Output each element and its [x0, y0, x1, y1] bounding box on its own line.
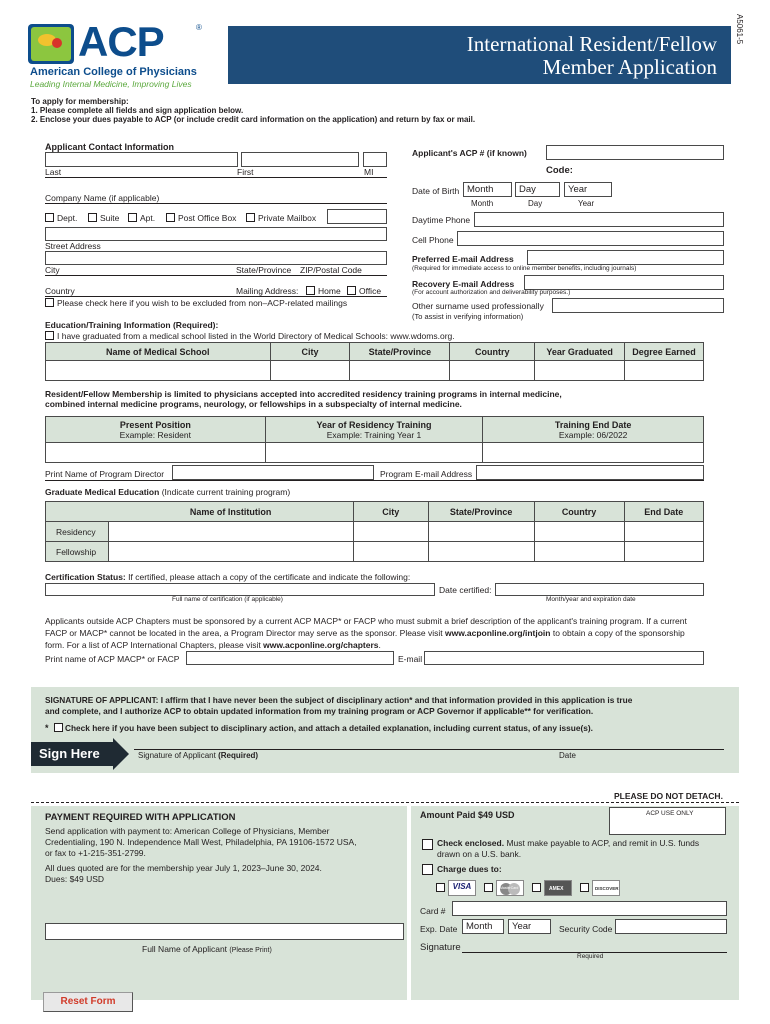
acp-use-only-box	[609, 807, 726, 835]
gme-fellowship-state[interactable]	[428, 542, 534, 562]
sponsor-para-2a: FACP or MACP* cannot be located in the area, a Program Director may serve as the sponsor. Please visit	[45, 628, 446, 638]
chapters-link[interactable]: www.acponline.org/chapters	[263, 640, 379, 650]
pobox-checkbox[interactable]	[166, 213, 175, 222]
mailing-label: Mailing Address:	[236, 286, 299, 296]
sponsor-para-1: Applicants outside ACP Chapters must be sponsored by a current ACP MACP* or FACP who must submit a brief description of the applicant's training program. If a current	[45, 616, 687, 626]
edu-col-state: State/Province	[350, 343, 450, 361]
mi-input[interactable]	[363, 152, 387, 167]
dept-checkbox[interactable]	[45, 213, 54, 222]
payment-signature-required: Required	[577, 953, 604, 960]
first-label: First	[237, 167, 254, 177]
residency-table	[45, 416, 704, 463]
date-certified-input[interactable]	[495, 583, 704, 596]
suite-checkbox[interactable]	[88, 213, 97, 222]
acp-number-label: Applicant's ACP # (if known)	[412, 148, 527, 158]
first-name-input[interactable]	[241, 152, 359, 167]
mastercard-checkbox[interactable]	[484, 883, 493, 892]
amount-paid: Amount Paid $49 USD	[420, 810, 515, 820]
edu-col-school: Name of Medical School	[46, 343, 271, 361]
signature-line[interactable]	[134, 749, 724, 750]
cert-date-note: Month/year and expiration date	[546, 596, 636, 603]
gme-residency-city[interactable]	[353, 522, 428, 542]
recovery-email-note: (For account authorization and deliverability purposes.)	[412, 289, 571, 296]
private-mailbox-checkbox[interactable]	[246, 213, 255, 222]
sign-here-arrow	[31, 742, 129, 766]
sponsor-name-label: Print name of ACP MACP* or FACP	[45, 654, 180, 664]
gme-fellowship-institution[interactable]	[108, 542, 353, 562]
sponsor-name-input[interactable]	[186, 651, 394, 665]
sponsor-para-3b: .	[378, 640, 381, 650]
table-row	[46, 361, 704, 381]
payment-dues-2: Dues: $49 USD	[45, 874, 105, 884]
visa-checkbox[interactable]	[436, 883, 445, 892]
mastercard-text: MasterCard	[500, 886, 519, 890]
gme-col-end: End Date	[624, 502, 704, 522]
sponsor-para-2	[45, 628, 685, 638]
sponsor-email-label: E-mail	[398, 654, 423, 664]
charge-dues-label: Charge dues to:	[437, 864, 502, 874]
dept-label: Dept.	[57, 213, 78, 223]
last-label: Last	[45, 167, 62, 177]
visa-text: VISA	[452, 882, 472, 891]
discover-text: DISCOVER	[595, 886, 619, 891]
acp-use-only-label: ACP USE ONLY	[646, 810, 694, 817]
apt-checkbox[interactable]	[128, 213, 137, 222]
check-enclosed-checkbox[interactable]	[422, 839, 433, 850]
disciplinary-star: *	[45, 723, 49, 733]
edu-col-degree: Degree Earned	[625, 343, 704, 361]
contact-heading: Applicant Contact Information	[45, 142, 174, 152]
exclude-mailings-label: Please check here if you wish to be excluded from non–ACP-related mailings	[57, 298, 348, 308]
check-enclosed-text: Must make payable to ACP, and remit in U.S. funds	[506, 838, 700, 848]
check-enclosed-label: Check enclosed.	[437, 838, 505, 848]
security-code-label: Security Code	[559, 924, 613, 934]
dob-label: Date of Birth	[412, 186, 460, 196]
sponsor-para-2b: to obtain a copy of the sponsorship	[550, 628, 685, 638]
payment-addr-2: Credentialing, 190 N. Independence Mall West, Philadelphia, PA 19106-1572 USA,	[45, 837, 357, 847]
instructions-heading: To apply for membership:	[31, 97, 129, 106]
daytime-phone-input[interactable]	[474, 212, 724, 227]
gme-residency-label: Residency	[46, 522, 109, 542]
city-underline	[45, 275, 387, 276]
certification-text: If certified, please attach a copy of the certificate and indicate the following:	[128, 572, 411, 582]
affirm-line-2: and complete, and I authorize ACP to obtain updated information from my training program or ACP Governor if applicable** for verification.	[45, 706, 594, 716]
visa-icon	[448, 880, 476, 896]
training-end-cell[interactable]	[483, 443, 704, 463]
gme-residency-state[interactable]	[428, 522, 534, 542]
full-name-caption	[142, 944, 272, 954]
full-name-input[interactable]	[45, 923, 404, 940]
acp-logo	[28, 18, 203, 89]
country-underline	[45, 296, 387, 297]
street-address-input[interactable]	[45, 227, 387, 241]
title-line-1: International Resident/Fellow	[466, 32, 717, 56]
edu-year-cell[interactable]	[535, 361, 625, 381]
gme-col-country: Country	[534, 502, 624, 522]
card-number-input[interactable]	[452, 901, 727, 916]
payment-signature-label: Signature	[420, 942, 461, 953]
name-underline	[45, 177, 387, 178]
gme-col-city: City	[353, 502, 428, 522]
check-enclosed-line	[437, 838, 699, 848]
residency-col-end-example: Example: 06/2022	[558, 429, 628, 440]
residency-col-year	[265, 417, 483, 443]
cell-phone-label: Cell Phone	[412, 235, 454, 245]
dob-month-caption: Month	[471, 199, 494, 208]
amex-icon	[544, 880, 572, 896]
instructions-step-1: 1. Please complete all fields and sign application below.	[31, 106, 244, 115]
present-position-cell[interactable]	[46, 443, 266, 463]
table-row	[46, 542, 704, 562]
gme-table	[45, 501, 704, 562]
form-code: A5061-5	[735, 14, 744, 45]
instructions-step-2: 2. Enclose your dues payable to ACP (or include credit card information on the application) and return by fax or mail.	[31, 115, 476, 124]
gme-fellowship-city[interactable]	[353, 542, 428, 562]
other-surname-label: Other surname used professionally	[412, 301, 544, 311]
dob-year-caption: Year	[578, 199, 595, 208]
gme-heading-title: Graduate Medical Education	[45, 487, 160, 497]
charge-dues-checkbox[interactable]	[422, 864, 433, 875]
check-enclosed-text-2: drawn on a U.S. bank.	[437, 849, 522, 859]
edu-city-cell[interactable]	[270, 361, 350, 381]
residency-col-end	[483, 417, 704, 443]
gme-fellowship-end[interactable]	[624, 542, 704, 562]
private-mailbox-label: Private Mailbox	[258, 213, 317, 223]
card-number-label: Card #	[420, 906, 446, 916]
residency-col-position	[46, 417, 266, 443]
recovery-email-label: Recovery E-mail Address	[412, 279, 515, 289]
title-line-2: Member Application	[542, 55, 717, 79]
code-label: Code:	[546, 165, 573, 176]
education-table	[45, 342, 704, 381]
payment-dues-1: All dues quoted are for the membership year July 1, 2023–June 30, 2024.	[45, 863, 322, 873]
pobox-label: Post Office Box	[178, 213, 237, 223]
daytime-phone-label: Daytime Phone	[412, 215, 471, 225]
security-code-input[interactable]	[615, 919, 727, 934]
other-surname-input[interactable]	[552, 298, 724, 313]
disciplinary-label: Check here if you have been subject to disciplinary action, and attach a detailed explanation, including current status, of any issue(s).	[65, 723, 593, 733]
logo-registered: ®	[196, 23, 202, 32]
edu-school-cell[interactable]	[46, 361, 271, 381]
gme-heading-note: (Indicate current training program)	[161, 487, 291, 497]
street-label: Street Address	[45, 241, 101, 251]
program-email-label: Program E-mail Address	[380, 469, 473, 479]
dob-month-select[interactable]: Month	[463, 182, 512, 197]
suite-label: Suite	[100, 213, 120, 223]
acp-number-input[interactable]	[546, 145, 724, 160]
gme-heading	[45, 487, 290, 497]
residency-year-cell[interactable]	[265, 443, 483, 463]
company-underline	[45, 203, 387, 204]
full-name-label: Full Name of Applicant	[142, 944, 228, 954]
sig-required: (Required)	[218, 751, 259, 760]
mi-label: MI	[364, 167, 374, 177]
org-name: American College of Physicians	[30, 66, 197, 78]
wdoms-label: I have graduated from a medical school listed in the World Directory of Medical Schools: www.wdoms.org.	[57, 331, 455, 341]
box-number-input[interactable]	[327, 209, 387, 224]
gme-col-state: State/Province	[428, 502, 534, 522]
wdoms-checkbox[interactable]	[45, 331, 54, 340]
exp-month-select[interactable]: Month	[462, 919, 504, 934]
home-label: Home	[318, 286, 341, 296]
city-state-zip-input[interactable]	[45, 251, 387, 265]
gme-fellowship-label: Fellowship	[46, 542, 109, 562]
exp-date-label: Exp. Date	[420, 924, 458, 934]
discover-icon	[592, 880, 620, 896]
certification-label: Certification Status:	[45, 572, 126, 582]
title-banner	[228, 26, 731, 84]
applicant-signature-caption	[138, 751, 258, 760]
program-email-input[interactable]	[476, 465, 704, 480]
dob-year-select[interactable]: Year	[564, 182, 612, 197]
zip-label: ZIP/Postal Code	[300, 265, 362, 275]
gme-col-institution: Name of Institution	[108, 502, 353, 522]
last-name-input[interactable]	[45, 152, 238, 167]
sign-here-label: Sign Here	[39, 746, 100, 761]
edu-degree-cell[interactable]	[625, 361, 704, 381]
apt-label: Apt.	[140, 213, 156, 223]
pref-email-note: (Required for immediate access to online member benefits, including journals)	[412, 265, 637, 272]
exclude-mailings-checkbox[interactable]	[45, 298, 54, 307]
do-not-detach: PLEASE DO NOT DETACH.	[614, 791, 723, 801]
amex-text: AMEX	[549, 886, 564, 892]
city-label: City	[45, 265, 60, 275]
affirm-line-1: SIGNATURE OF APPLICANT: I affirm that I have never been the subject of disciplinary action* and that information provided in this application is true	[45, 695, 633, 705]
residency-header-row	[46, 417, 704, 443]
tagline: Leading Internal Medicine, Improving Lives	[30, 79, 192, 89]
residency-col-year-title: Year of Residency Training	[316, 419, 432, 430]
sig-label: Signature of Applicant	[138, 751, 216, 760]
home-checkbox[interactable]	[306, 286, 315, 295]
certification-name-input[interactable]	[45, 583, 435, 596]
pref-email-label: Preferred E-mail Address	[412, 254, 514, 264]
edu-col-year: Year Graduated	[535, 343, 625, 361]
card-options	[436, 880, 636, 898]
gme-residency-country[interactable]	[534, 522, 624, 542]
residency-col-end-title: Training End Date	[554, 419, 632, 430]
reset-form-button[interactable]: Reset Form	[43, 992, 133, 1012]
country-label: Country	[45, 286, 75, 296]
table-row	[46, 522, 704, 542]
residency-col-year-example: Example: Training Year 1	[326, 429, 422, 440]
director-label: Print Name of Program Director	[45, 469, 165, 479]
date-certified-label: Date certified:	[439, 585, 492, 595]
amex-checkbox[interactable]	[532, 883, 541, 892]
edu-col-country: Country	[450, 343, 535, 361]
gme-residency-end[interactable]	[624, 522, 704, 542]
logo-text: ACP	[78, 18, 164, 65]
sponsor-para-3a: form. For a list of ACP International Chapters, please visit	[45, 640, 264, 650]
cert-name-note: Full name of certification (if applicable)	[172, 596, 283, 603]
gme-fellowship-country[interactable]	[534, 542, 624, 562]
payment-heading: PAYMENT REQUIRED WITH APPLICATION	[45, 812, 236, 823]
table-row	[46, 443, 704, 463]
gme-row-label-col	[46, 502, 109, 522]
payment-addr-1: Send application with payment to: American College of Physicians, Member	[45, 826, 330, 836]
company-label: Company Name (if applicable)	[45, 193, 160, 203]
director-input[interactable]	[172, 465, 374, 480]
residency-notice-2: combined internal medicine programs, neurology, or fellowships in a subspecialty of internal medicine.	[45, 399, 462, 409]
director-underline	[45, 480, 704, 481]
exp-year-select[interactable]: Year	[508, 919, 551, 934]
date-caption: Date	[559, 751, 576, 760]
mastercard-icon	[496, 880, 524, 896]
sponsor-email-input[interactable]	[424, 651, 704, 665]
other-surname-note: (To assist in verifying information)	[412, 312, 524, 321]
recovery-email-input[interactable]	[524, 275, 724, 290]
office-label: Office	[359, 286, 382, 296]
edu-col-city: City	[270, 343, 350, 361]
dob-day-caption: Day	[528, 199, 543, 208]
disciplinary-checkbox[interactable]	[54, 723, 63, 732]
certification-line	[45, 572, 410, 582]
full-name-note: (Please Print)	[229, 947, 272, 954]
payment-addr-3: or fax to +1-215-351-2799.	[45, 848, 146, 858]
cell-phone-input[interactable]	[457, 231, 724, 246]
residency-col-position-example: Example: Resident	[119, 429, 191, 440]
logo-emblem-icon	[28, 24, 74, 64]
residency-notice-1: Resident/Fellow Membership is limited to physicians accepted into accredited residency training programs in internal medicine,	[45, 389, 562, 399]
edu-country-cell[interactable]	[450, 361, 535, 381]
sponsor-para-3	[45, 640, 381, 650]
discover-checkbox[interactable]	[580, 883, 589, 892]
education-header-row	[46, 343, 704, 361]
detach-dashed-line	[31, 802, 739, 803]
gme-residency-institution[interactable]	[108, 522, 353, 542]
intjoin-link[interactable]: www.acponline.org/intjoin	[445, 628, 551, 638]
state-label: State/Province	[236, 265, 292, 275]
residency-col-position-title: Present Position	[119, 419, 191, 430]
office-checkbox[interactable]	[347, 286, 356, 295]
dob-day-select[interactable]: Day	[515, 182, 560, 197]
pref-email-input[interactable]	[527, 250, 724, 265]
education-heading: Education/Training Information (Required):	[45, 320, 219, 330]
edu-state-cell[interactable]	[350, 361, 450, 381]
gme-header-row	[46, 502, 704, 522]
